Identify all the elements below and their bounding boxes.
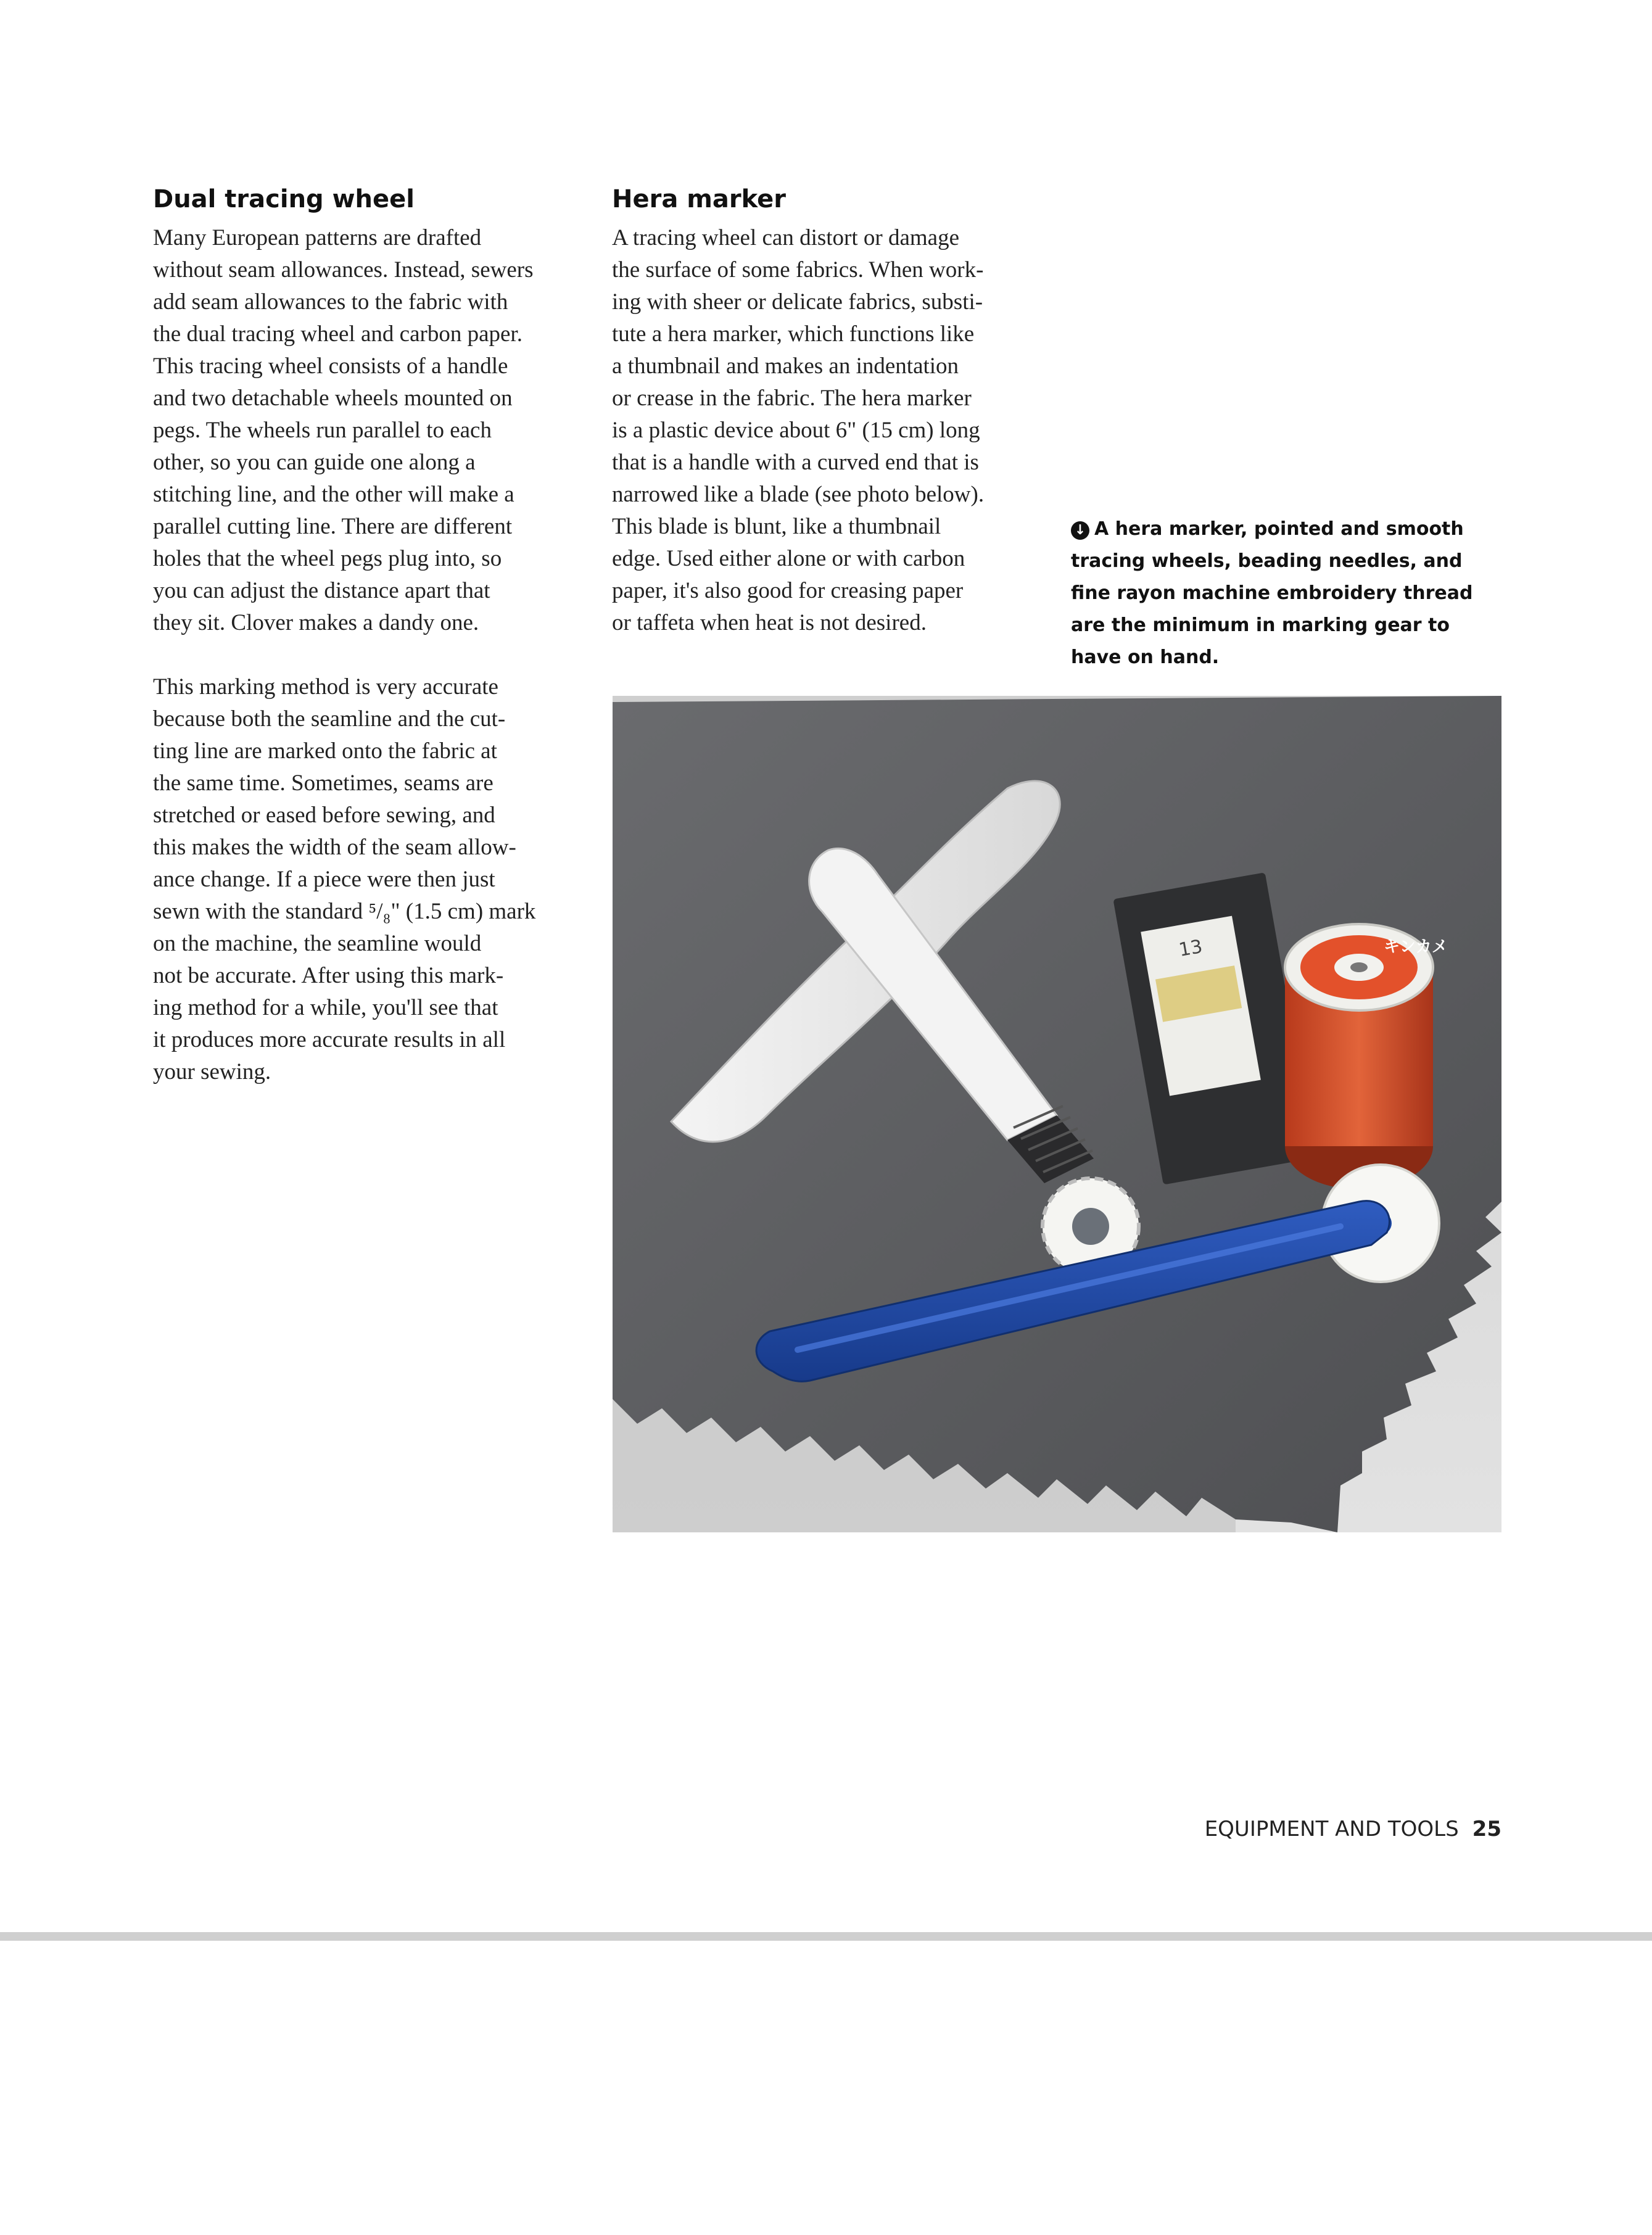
text-line: narrowed like a blade (see photo below). [612,482,985,507]
text-line: that is a handle with a curved end that is [612,450,979,475]
caption-line: fine rayon machine embroidery thread [1071,582,1473,604]
dual-tracing-wheel-paragraph-1 [153,222,585,639]
text-line: Many European patterns are drafted [153,225,482,250]
text-line: sewn with the standard ⁵/₈" (1.5 cm) mark [153,899,536,924]
footer-section-title: EQUIPMENT AND TOOLS [1204,1817,1459,1841]
down-arrow-circle-icon: ↓ [1071,521,1089,540]
text-line: because both the seamline and the cut- [153,706,506,732]
text-line: ing with sheer or delicate fabrics, substi- [612,289,983,315]
packet-label: 13 [1177,935,1204,962]
text-line: holes that the wheel pegs plug into, so [153,546,502,571]
photo-caption [1071,513,1490,674]
text-line: other, so you can guide one along a [153,450,476,475]
caption-line [1071,513,1490,545]
caption-line: are the minimum in marking gear to [1071,614,1450,636]
text-line: and two detachable wheels mounted on [153,386,513,411]
page-number: 25 [1472,1817,1501,1841]
text-line: they sit. Clover makes a dandy one. [153,610,479,635]
hera-marker-heading: Hera marker [612,185,787,213]
paragraph-gap [153,639,585,671]
text-line: this makes the width of the seam allow- [153,835,516,860]
marking-tools-photo [613,696,1501,1532]
text-line: add seam allowances to the fabric with [153,289,508,315]
page-bottom-rule [0,1932,1652,1941]
text-line: stitching line, and the other will make a [153,482,514,507]
text-line: your sewing. [153,1059,271,1084]
marking-tools-illustration [613,696,1501,1532]
text-line: pegs. The wheels run parallel to each [153,418,492,443]
text-line: on the machine, the seamline would [153,931,482,956]
text-line: paper, it's also good for creasing paper [612,578,964,603]
caption-line: have on hand. [1071,647,1220,668]
text-line: or taffeta when heat is not desired. [612,610,927,635]
text-line: ting line are marked onto the fabric at [153,738,497,764]
text-line: the dual tracing wheel and carbon paper. [153,321,522,347]
text-line: ing method for a while, you'll see that [153,995,498,1020]
middle-column [612,185,1056,639]
caption-text: A hera marker, pointed and smooth [1094,518,1464,540]
text-line: stretched or eased before sewing, and [153,803,495,828]
thread-spool [1285,924,1448,1189]
text-line: it produces more accurate results in all [153,1027,506,1052]
text-line: This blade is blunt, like a thumbnail [612,514,941,539]
text-line: the surface of some fabrics. When work- [612,257,984,283]
text-line: a thumbnail and makes an indentation [612,353,959,379]
text-line: ance change. If a piece were then just [153,867,495,892]
text-line: edge. Used either alone or with carbon [612,546,965,571]
text-line: is a plastic device about 6" (15 cm) long [612,418,980,443]
left-column [153,185,585,1088]
text-line: you can adjust the distance apart that [153,578,490,603]
spool-label: キンカメ [1384,938,1448,956]
text-line: A tracing wheel can distort or damage [612,225,960,250]
hera-marker-paragraph [612,222,1056,639]
text-line: parallel cutting line. There are different [153,514,513,539]
text-line: without seam allowances. Instead, sewers [153,257,534,283]
text-line: This tracing wheel consists of a handle [153,353,508,379]
dual-tracing-wheel-paragraph-2 [153,671,585,1088]
page-footer [1205,1817,1501,1841]
text-line: not be accurate. After using this mark- [153,963,504,988]
text-line: the same time. Sometimes, seams are [153,770,494,796]
dual-tracing-wheel-heading: Dual tracing wheel [153,185,415,213]
text-line: or crease in the fabric. The hera marker [612,386,972,411]
text-line: This marking method is very accurate [153,674,498,700]
caption-line: tracing wheels, beading needles, and [1071,550,1463,572]
text-line: tute a hera marker, which functions like [612,321,975,347]
